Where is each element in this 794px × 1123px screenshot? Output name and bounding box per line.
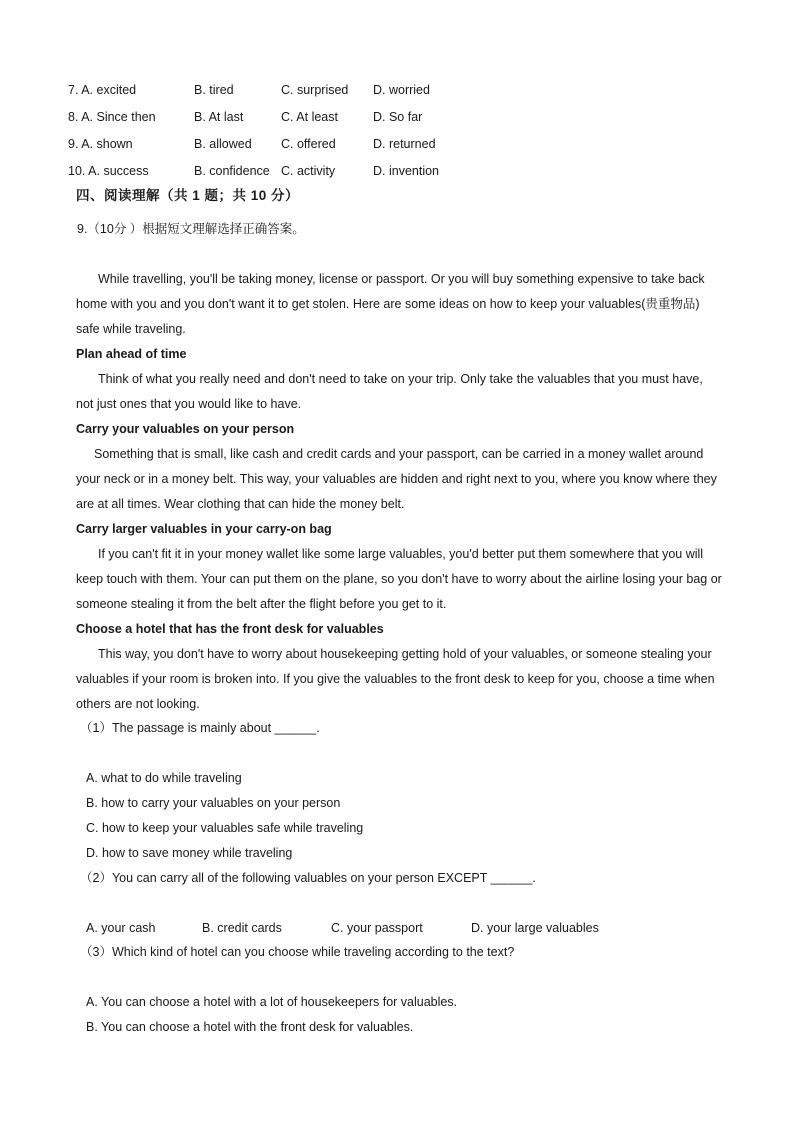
q2-choice-a: A. your cash xyxy=(86,921,156,935)
q1-choice-c: C. how to keep your valuables safe while traveling xyxy=(86,821,364,835)
q2-choice-d: D. your large valuables xyxy=(471,921,599,935)
passage-heading-2: Carry your valuables on your person xyxy=(76,422,295,436)
q1-choice-a: A. what to do while traveling xyxy=(86,771,242,785)
q2-choices xyxy=(86,920,686,936)
passage-paragraph-2: Something that is small, like cash and credit cards and your passport, can be carried in a money wallet around your neck or in a money belt. This way, your valuables are hidden and right next to you, where you know where they are at all times. Wear clothing that can hide the money belt. xyxy=(76,447,717,511)
option-9a: 9. A. shown xyxy=(68,137,133,151)
q3-stem: （3）Which kind of hotel can you choose while traveling according to the text? xyxy=(80,945,515,959)
q3-choice-a: A. You can choose a hotel with a lot of housekeepers for valuables. xyxy=(86,995,458,1009)
option-7d: D. worried xyxy=(373,83,430,97)
option-7a: 7. A. excited xyxy=(68,83,137,97)
option-10b: B. confidence xyxy=(194,164,270,178)
q1-choice-b: B. how to carry your valuables on your person xyxy=(86,796,341,810)
option-9b: B. allowed xyxy=(194,137,252,151)
option-8b: B. At last xyxy=(194,110,244,124)
option-10d: D. invention xyxy=(373,164,440,178)
passage-intro: While travelling, you'll be taking money, license or passport. Or you will buy something expensive to take back home with you and you don't want it to get stolen. Here are some ideas on how to keep your valuables(贵重物品) safe while traveling. xyxy=(76,272,705,336)
option-10a: 10. A. success xyxy=(68,164,149,178)
passage-paragraph-3: If you can't fit it in your money wallet like some large valuables, you'd better put them somewhere that you will keep touch with them. Your can put them on the plane, so you don't have to worry about the airline losing your bag or someone stealing it from the belt after the flight before you get to it. xyxy=(76,547,722,611)
option-10c: C. activity xyxy=(281,164,336,178)
passage-heading-4: Choose a hotel that has the front desk for valuables xyxy=(76,622,384,636)
question-header: 9.（10分 ）根据短文理解选择正确答案。 xyxy=(77,222,305,236)
passage-paragraph-4: This way, you don't have to worry about housekeeping getting hold of your valuables, or someone stealing your valuables if your room is broken into. If you give the valuables to the front desk to keep for you, choose a time when others are not looking. xyxy=(76,647,715,711)
option-8a: 8. A. Since then xyxy=(68,110,156,124)
q2-choice-b: B. credit cards xyxy=(202,921,282,935)
passage-heading-1: Plan ahead of time xyxy=(76,347,187,361)
passage-paragraph-1: Think of what you really need and don't need to take on your trip. Only take the valuables that you must have, not just ones that you would like to have. xyxy=(76,372,703,411)
option-8d: D. So far xyxy=(373,110,423,124)
q1-stem: （1）The passage is mainly about ______. xyxy=(80,721,320,735)
q2-stem: （2）You can carry all of the following valuables on your person EXCEPT ______. xyxy=(80,871,536,885)
q1-choice-d: D. how to save money while traveling xyxy=(86,846,293,860)
option-9c: C. offered xyxy=(281,137,336,151)
passage-heading-3: Carry larger valuables in your carry-on bag xyxy=(76,522,332,536)
option-7c: C. surprised xyxy=(281,83,349,97)
option-9d: D. returned xyxy=(373,137,436,151)
q2-choice-c: C. your passport xyxy=(331,921,423,935)
section-title: 四、阅读理解（共 1 题；共 10 分） xyxy=(76,188,300,203)
option-8c: C. At least xyxy=(281,110,338,124)
q3-choice-b: B. You can choose a hotel with the front desk for valuables. xyxy=(86,1020,414,1034)
option-7b: B. tired xyxy=(194,83,234,97)
reading-passage xyxy=(76,267,722,717)
